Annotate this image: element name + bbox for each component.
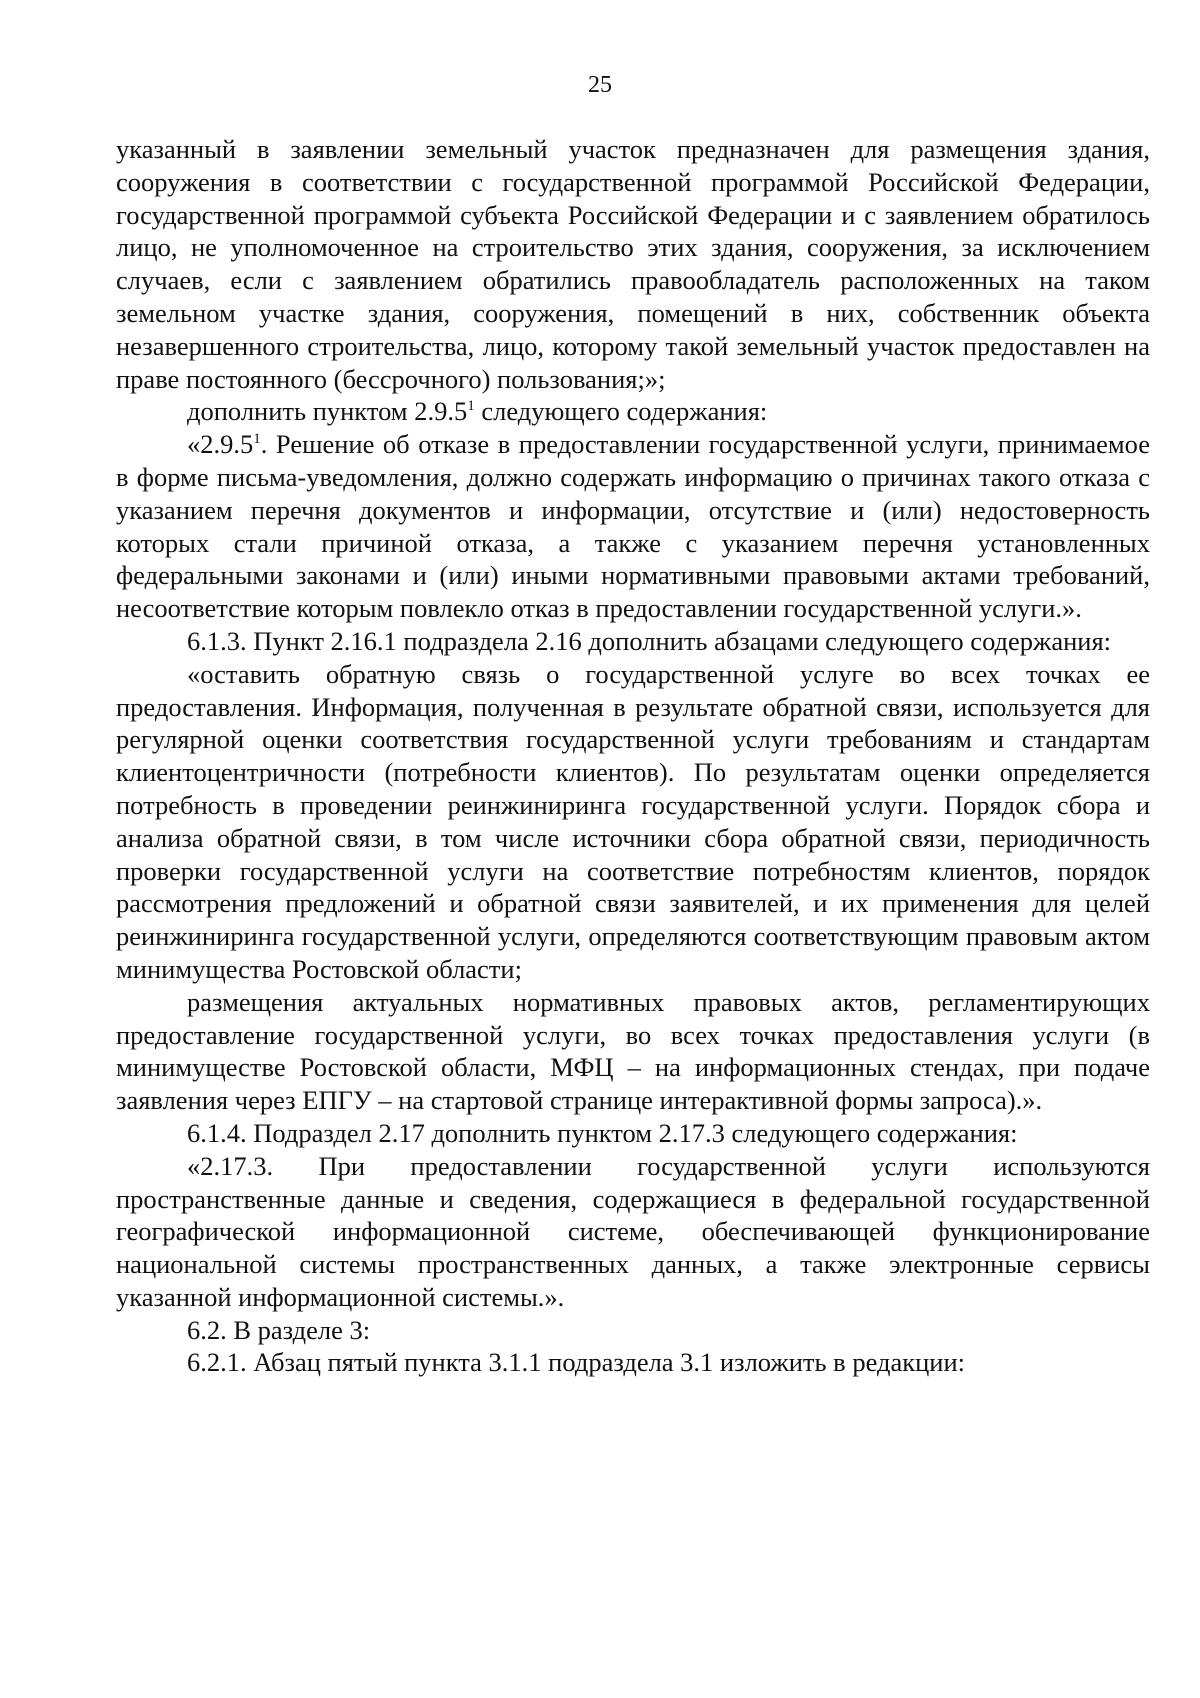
paragraph-feedback: «оставить обратную связь о государственной услуге во всех точках ее предоставления. Информация, полученная в результате обратной связи, используется для регулярной оценки соответствия государственной услуги требованиям и стандартам клиентоцентричности (потребности клиентов). По результатам оценки определяется потребность в проведении реинжиниринга государственной услуги. Порядок сбора и анализа обратной связи, в том числе источники сбора обратной связи, периодичность проверки государственной услуги на соответствие потребностям клиентов, порядок рассмотрения предложений и обратной связи заявителей, и их применения для целей реинжиниринга государственной услуги, определяются соответствующим правовым актом минимущества Ростовской области; <box>116 658 1150 984</box>
paragraph-text: дополнить пунктом 2.9.5 <box>187 396 468 427</box>
paragraph-point-2-9-5-refusal <box>116 428 1150 625</box>
paragraph-text: следующего содержания: <box>474 396 768 427</box>
paragraph-point-2-17-3: «2.17.3. При предоставлении государственной услуги используются пространственные данные и сведения, содержащиеся в федеральной государственной географической информационной системе, обеспечивающей функционирование национальной системы пространственных данных, а также электронные сервисы указанной информационной системы.». <box>116 1150 1150 1312</box>
superscript-index: 1 <box>253 431 261 448</box>
paragraph-add-point-2-9-5 <box>116 395 1150 428</box>
paragraph-6-1-4: 6.1.4. Подраздел 2.17 дополнить пунктом 2.17.3 следующего содержания: <box>187 1117 1018 1148</box>
paragraph-text: . Решение об отказе в предоставлении государственной услуги, принимаемое в форме письма-уведомления, должно содержать информацию о причинах такого отказа с указанием перечня документов и информации, отсутствие и (или) недостоверность которых стали причиной отказа, а также с указанием перечня установленных федеральными законами и (или) иными нормативными правовыми актами требований, несоответствие которым повлекло отказ в предоставлении государственной услуги.». <box>116 429 1150 624</box>
paragraph-6-2: 6.2. В разделе 3: <box>187 1314 371 1345</box>
paragraph-land-plot-condition: указанный в заявлении земельный участок предназначен для размещения здания, сооружения в соответствии с государственной программой Российской Федерации, государственной программой субъекта Российской Федерации и с заявлением обратилось лицо, не уполномоченное на строительство этих здания, сооружения, за исключением случаев, если с заявлением обратились правообладатель расположенных на таком земельном участке здания, сооружения, помещений в них, собственник объекта незавершенного строительства, лицо, которому такой земельный участок предоставлен на праве постоянного (бессрочного) пользования;»; <box>116 134 1150 394</box>
page-number: 25 <box>588 72 612 98</box>
paragraph-6-2-1: 6.2.1. Абзац пятый пункта 3.1.1 подраздела 3.1 изложить в редакции: <box>187 1347 966 1378</box>
document-body <box>116 133 1150 1379</box>
paragraph-legal-acts-placement: размещения актуальных нормативных правовых актов, регламентирующих предоставление государственной услуги, во всех точках предоставления услуги (в минимуществе Ростовской области, МФЦ – на информационных стендах, при подаче заявления через ЕПГУ – на стартовой странице интерактивной формы запроса).». <box>116 986 1150 1116</box>
paragraph-6-1-3: 6.1.3. Пункт 2.16.1 подраздела 2.16 дополнить абзацами следующего содержания: <box>187 625 1112 656</box>
paragraph-text: «2.9.5 <box>187 429 254 460</box>
superscript-index: 1 <box>467 398 475 415</box>
